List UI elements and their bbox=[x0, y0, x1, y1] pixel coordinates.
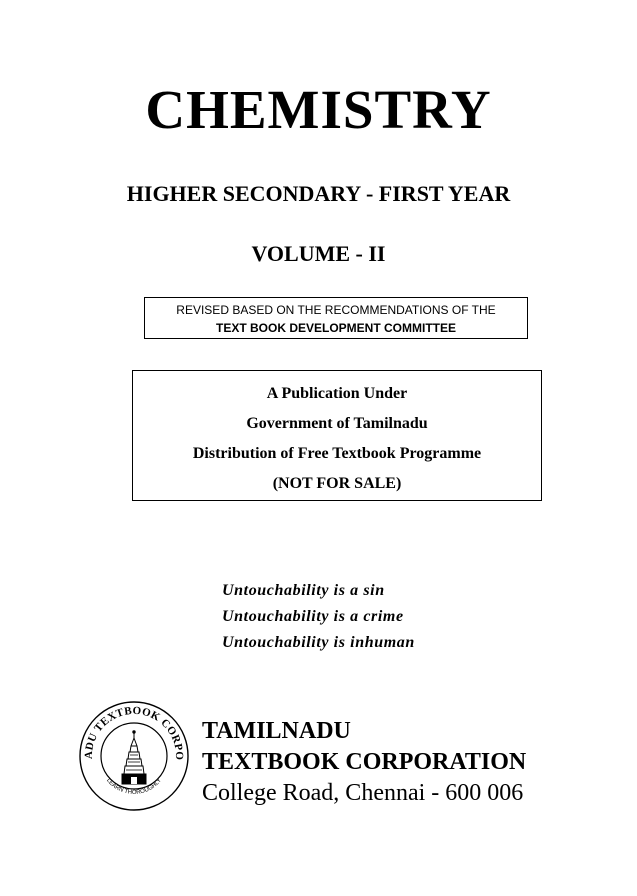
revised-notice-line1: REVISED BASED ON THE RECOMMENDATIONS OF THE bbox=[176, 303, 496, 317]
publisher-block bbox=[202, 716, 526, 809]
pledge-line: Untouchability is a sin bbox=[222, 582, 385, 599]
pledge-line: Untouchability is a crime bbox=[222, 608, 404, 625]
seal-ring-text: ADU TEXTBOOK CORPO bbox=[82, 704, 186, 761]
publication-line: Distribution of Free Textbook Programme bbox=[192, 445, 482, 462]
volume-label: VOLUME - II bbox=[251, 241, 386, 266]
pledge-line: Untouchability is inhuman bbox=[222, 634, 415, 651]
publication-box bbox=[132, 370, 542, 501]
temple-gopuram-icon bbox=[122, 731, 146, 784]
corporation-seal-logo bbox=[78, 700, 190, 812]
revised-notice-box bbox=[144, 297, 528, 339]
seal-motto: LEARN THOROUGHLY bbox=[105, 777, 163, 796]
seal-svg bbox=[78, 700, 190, 812]
publisher-address: College Road, Chennai - 600 006 bbox=[202, 780, 524, 806]
publication-line: A Publication Under bbox=[266, 385, 408, 402]
publisher-line2: TEXTBOOK CORPORATION bbox=[202, 749, 527, 775]
publication-line: (NOT FOR SALE) bbox=[272, 475, 402, 492]
book-subtitle: HIGHER SECONDARY - FIRST YEAR bbox=[126, 181, 511, 206]
publication-line: Government of Tamilnadu bbox=[246, 415, 428, 432]
revised-notice-line2: TEXT BOOK DEVELOPMENT COMMITTEE bbox=[215, 321, 456, 335]
book-title: CHEMISTRY bbox=[145, 79, 492, 140]
svg-text:TAMILNADU TEXTBOOK CORPORATION bbox=[78, 700, 185, 760]
untouchability-pledge bbox=[222, 578, 415, 656]
publisher-line1: TAMILNADU bbox=[202, 718, 351, 744]
